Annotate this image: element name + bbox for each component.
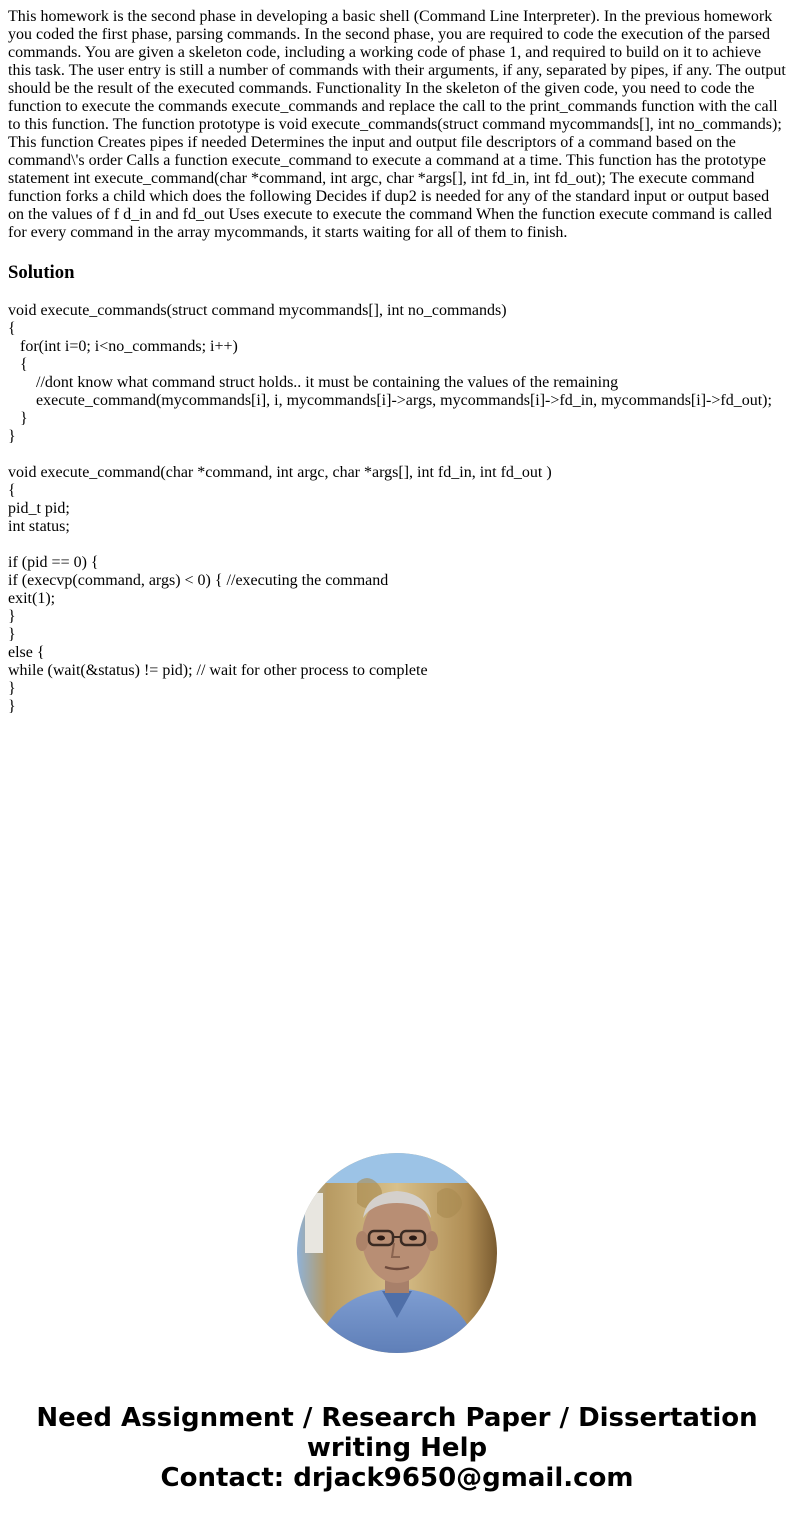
promo-line-1: Need Assignment / Research Paper / Dissertation: [36, 1403, 758, 1433]
code-line: {: [8, 482, 16, 499]
code-line: }: [8, 626, 16, 643]
code-line: {: [8, 356, 28, 373]
code-line: exit(1);: [8, 590, 56, 607]
promo-banner: [0, 1403, 794, 1493]
code-line: int status;: [8, 518, 70, 535]
code-line: }: [8, 428, 16, 445]
code-line: for(int i=0; i<no_commands; i++): [8, 338, 238, 355]
avatar: [297, 1153, 497, 1353]
code-line: else {: [8, 644, 45, 661]
code-line: execute_command(mycommands[i], i, mycommands[i]->args, mycommands[i]->fd_in, mycommands[i]->fd_out);: [8, 392, 772, 409]
code-line: }: [8, 698, 16, 715]
code-line: //dont know what command struct holds.. it must be containing the values of the remaining: [8, 374, 619, 391]
code-line: {: [8, 320, 16, 337]
solution-code: [8, 302, 788, 716]
code-line: }: [8, 410, 28, 427]
document-body: [8, 8, 788, 716]
avatar-portrait-icon: [297, 1153, 497, 1353]
code-line: pid_t pid;: [8, 500, 70, 517]
code-line: while (wait(&status) != pid); // wait for other process to complete: [8, 662, 428, 679]
code-line: [8, 536, 788, 554]
code-line: if (pid == 0) {: [8, 554, 99, 571]
code-line: void execute_commands(struct command mycommands[], int no_commands): [8, 302, 507, 319]
code-line: }: [8, 680, 16, 697]
code-line: }: [8, 608, 16, 625]
code-line: void execute_command(char *command, int argc, char *args[], int fd_in, int fd_out ): [8, 464, 552, 481]
code-line: [8, 446, 788, 464]
promo-contact: Contact: drjack9650@gmail.com: [160, 1463, 634, 1493]
solution-heading: Solution: [8, 262, 75, 283]
code-line: if (execvp(command, args) < 0) { //executing the command: [8, 572, 389, 589]
question-text: This homework is the second phase in developing a basic shell (Command Line Interpreter). In the previous homework you coded the first phase, parsing commands. In the second phase, you are required to code the execution of the parsed commands. You are given a skeleton code, including a working code of phase 1, and required to build on it to achieve this task. The user entry is still a number of commands with their arguments, if any, separated by pipes, if any. The output should be the result of the executed commands. Functionality In the skeleton of the given code, you need to code the function to execute the commands execute_commands and replace the call to the print_commands function with the call to this function. The function prototype is void execute_commands(struct command mycommands[], int no_commands); This function Creates pipes if needed Determines the input and output file descriptors of a command based on the command\'s order Calls a function execute_command to execute a command at a time. This function has the prototype statement int execute_command(char *command, int argc, char *args[], int fd_in, int fd_out); The execute command function forks a child which does the following Decides if dup2 is needed for any of the standard input or output based on the values of f d_in and fd_out Uses execute to execute the command When the function execute command is called for every command in the array mycommands, it starts waiting for all of them to finish.: [8, 8, 786, 241]
promo-line-2: writing Help: [306, 1433, 488, 1463]
